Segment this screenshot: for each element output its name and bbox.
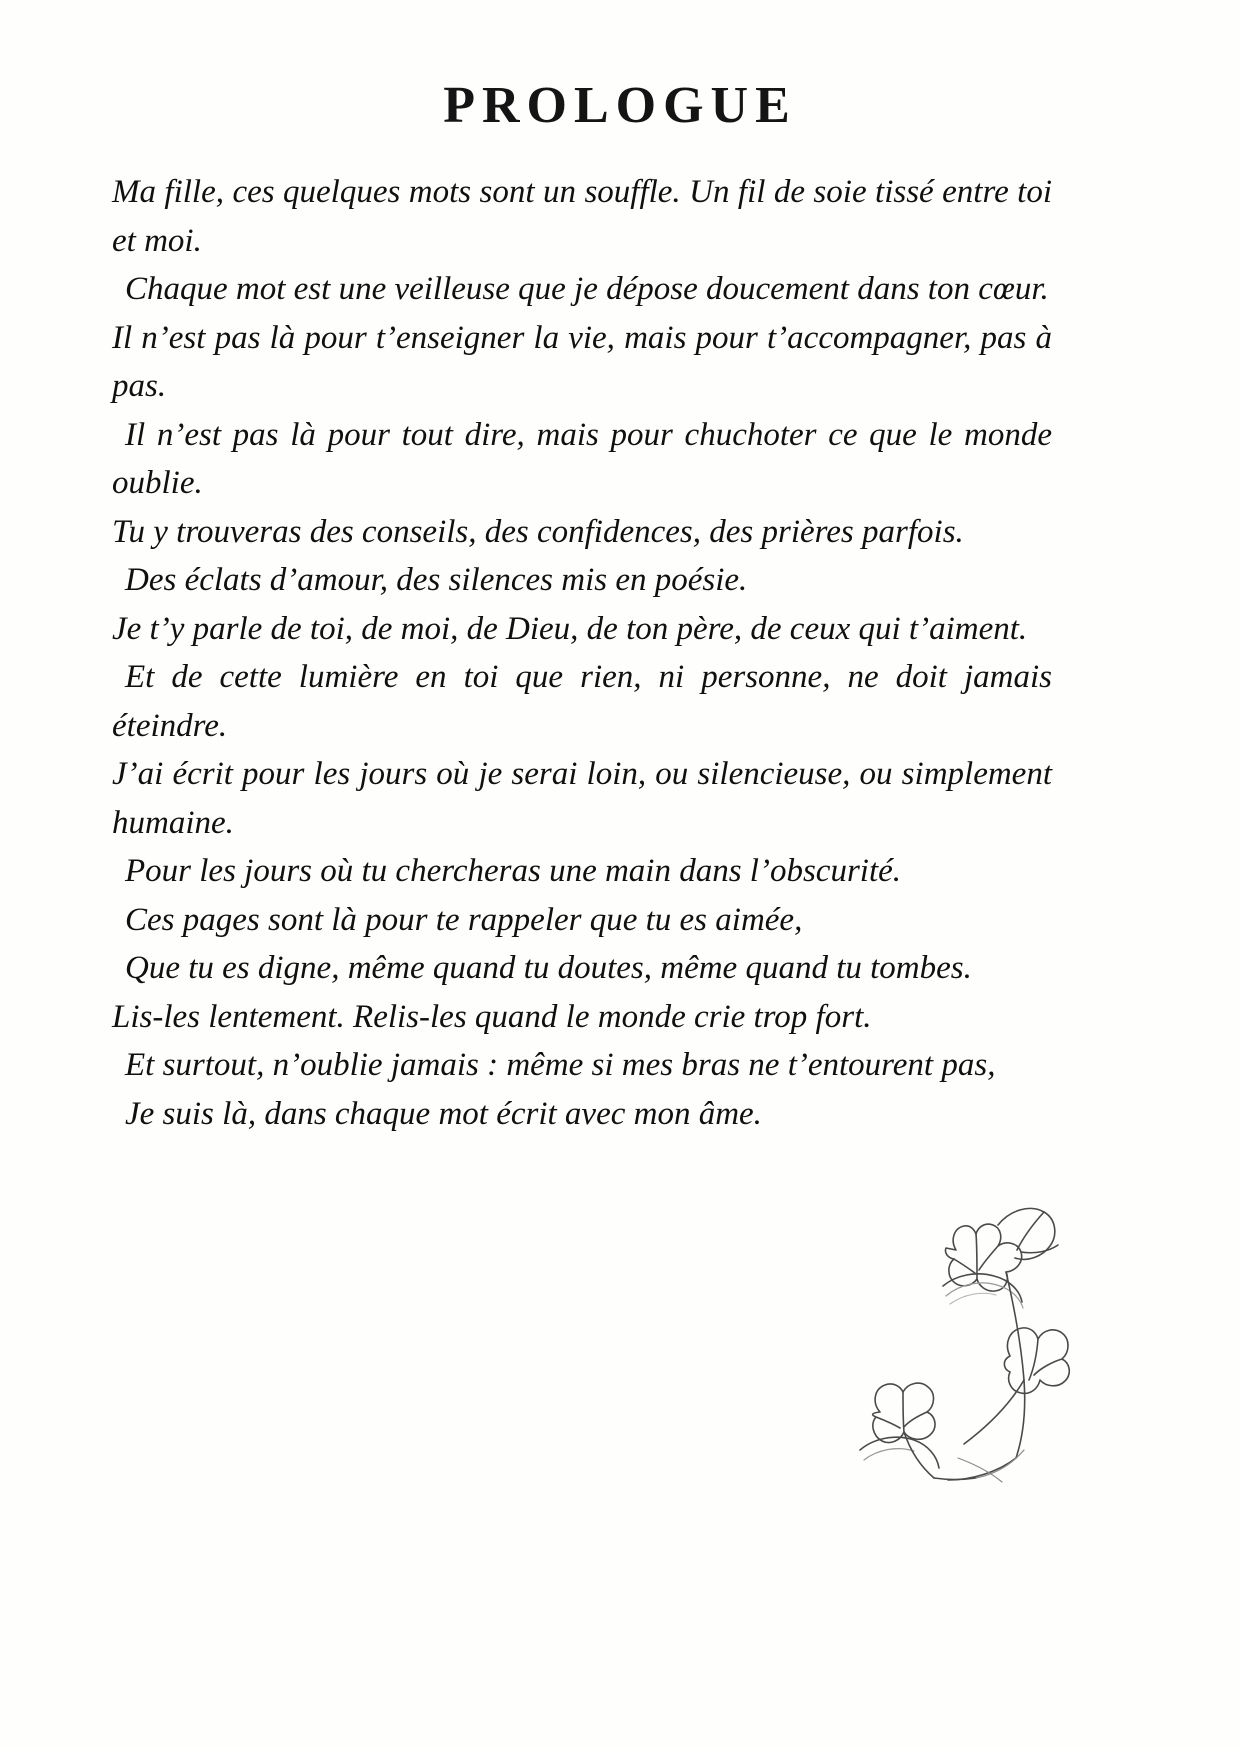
paragraph: Pour les jours où tu chercheras une main dans l’obscurité. [125, 853, 902, 889]
paragraph: Que tu es digne, même quand tu doutes, même quand tu tombes. [125, 950, 972, 986]
paragraph: Et de cette lumière en toi que rien, ni personne, ne doit jamais éteindre. [112, 659, 1052, 744]
paragraph: Je t’y parle de toi, de moi, de Dieu, de ton père, de ceux qui t’aiment. [112, 610, 1028, 647]
page-title: PROLOGUE [443, 77, 797, 134]
paragraph: Il n’est pas là pour tout dire, mais pour chuchoter ce que le monde oublie. [112, 416, 1052, 501]
paragraph: Il n’est pas là pour t’enseigner la vie, mais pour t’accompagner, pas à pas. [112, 319, 1052, 404]
paragraph: Ces pages sont là pour te rappeler que tu es aimée, [125, 901, 803, 938]
paragraph: Et surtout, n’oublie jamais : même si mes bras ne t’entourent pas, [125, 1047, 996, 1083]
paragraph: Des éclats d’amour, des silences mis en poésie. [125, 562, 748, 598]
floral-decoration-icon [838, 1128, 1078, 1488]
paragraph: Tu y trouveras des conseils, des confidences, des prières parfois. [112, 513, 964, 550]
prologue-body [112, 168, 1052, 1138]
paragraph: Je suis là, dans chaque mot écrit avec mon âme. [125, 1095, 762, 1132]
paragraph: J’ai écrit pour les jours où je serai loin, ou silencieuse, ou simplement humaine. [112, 756, 1052, 841]
paragraph: Ma fille, ces quelques mots sont un souffle. Un fil de soie tissé entre toi et moi. [112, 174, 1052, 259]
paragraph: Lis-les lentement. Relis-les quand le monde crie trop fort. [112, 998, 872, 1035]
paragraph: Chaque mot est une veilleuse que je dépose doucement dans ton cœur. [125, 271, 1049, 307]
